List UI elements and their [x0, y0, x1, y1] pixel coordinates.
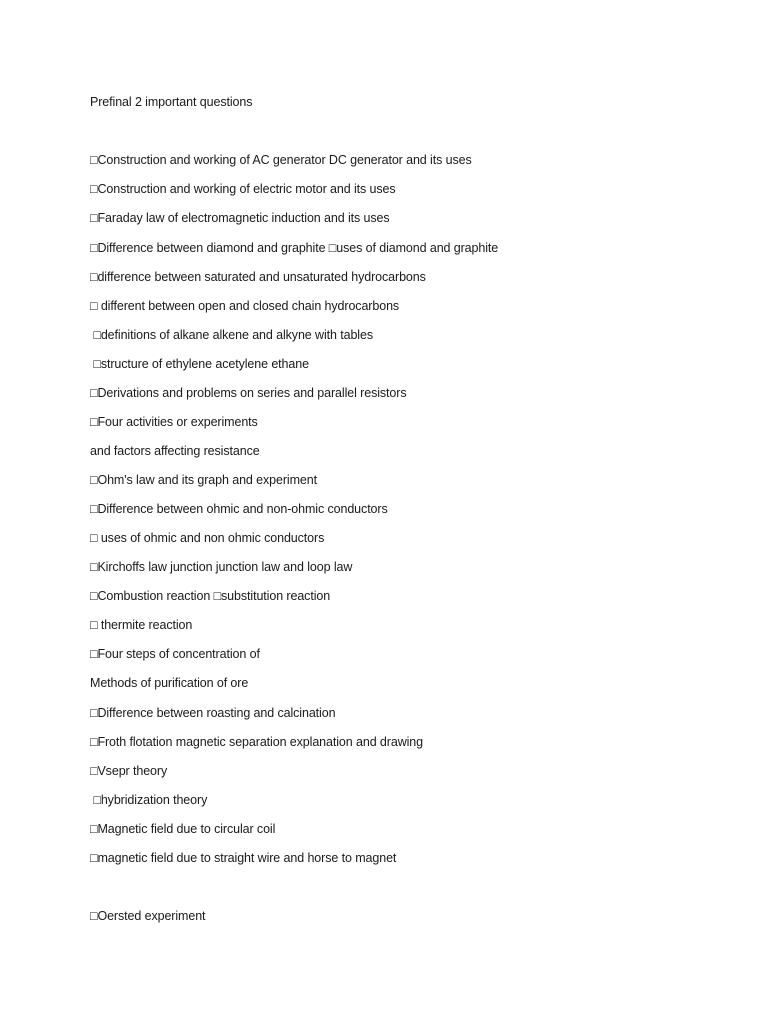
question-line: □Four steps of concentration of [90, 647, 260, 661]
question-line: □magnetic field due to straight wire and horse to magnet [90, 851, 397, 865]
question-line: □Ohm's law and its graph and experiment [90, 473, 317, 487]
question-line: □Construction and working of electric motor and its uses [90, 182, 396, 196]
question-line: □Oersted experiment [90, 909, 206, 923]
question-line: □Difference between ohmic and non-ohmic conductors [90, 502, 388, 516]
question-line: □Derivations and problems on series and parallel resistors [90, 386, 407, 400]
question-line: □Magnetic field due to circular coil [90, 822, 276, 836]
question-line: □Vsepr theory [90, 764, 168, 778]
question-line: □ different between open and closed chain hydrocarbons [90, 299, 400, 313]
question-line: □Construction and working of AC generator DC generator and its uses [90, 153, 472, 167]
question-line: □definitions of alkane alkene and alkyne with tables [90, 328, 373, 342]
question-line: □Froth flotation magnetic separation explanation and drawing [90, 735, 424, 749]
question-line: □Difference between diamond and graphite □uses of diamond and graphite [90, 241, 499, 255]
question-line: □Kirchoffs law junction junction law and loop law [90, 560, 353, 574]
question-line: □ uses of ohmic and non ohmic conductors [90, 531, 325, 545]
question-line: □Four activities or experiments [90, 415, 258, 429]
question-line: □ thermite reaction [90, 618, 193, 632]
question-line: and factors affecting resistance [90, 444, 260, 458]
document-title: Prefinal 2 important questions [90, 95, 253, 109]
question-line: □structure of ethylene acetylene ethane [90, 357, 309, 371]
question-line: □hybridization theory [90, 793, 208, 807]
question-line: □Combustion reaction □substitution reaction [90, 589, 331, 603]
question-line: Methods of purification of ore [90, 676, 249, 690]
question-line: □difference between saturated and unsaturated hydrocarbons [90, 270, 426, 284]
question-line: □Difference between roasting and calcination [90, 706, 336, 720]
question-line: □Faraday law of electromagnetic induction and its uses [90, 211, 390, 225]
